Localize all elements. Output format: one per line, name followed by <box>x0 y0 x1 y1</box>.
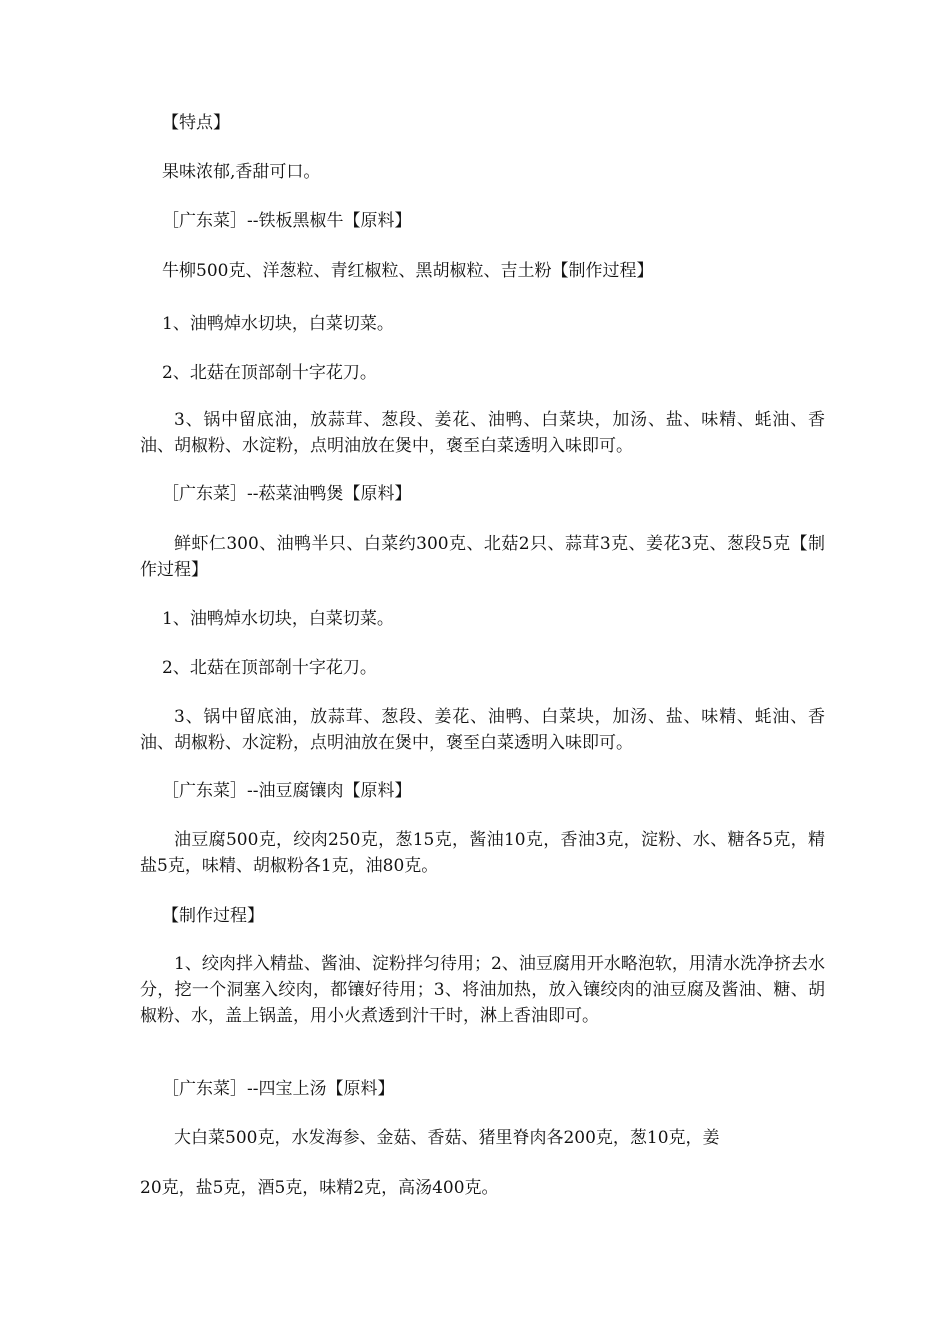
step-2-a: 2、北菇在顶部剞十字花刀。 <box>162 363 377 383</box>
section-heading-features: 【特点】 <box>162 113 230 133</box>
step-3-b: 3、锅中留底油，放蒜茸、葱段、姜花、油鸭、白菜块，加汤、盐、味精、蚝油、香油、胡椒粉、水淀粉，点明油放在煲中，褒至白菜透明入味即可。 <box>140 707 825 753</box>
recipe-title-tofu-pork: ［广东菜］--油豆腐镶肉【原料】 <box>162 781 412 801</box>
ingredients-soup-line-2: 20克，盐5克，酒5克，味精2克，高汤400克。 <box>140 1178 499 1198</box>
recipe-title-iron-plate-beef: ［广东菜］--铁板黑椒牛【原料】 <box>162 211 412 231</box>
recipe-title-duck-pot: ［广东菜］--菘菜油鸭煲【原料】 <box>162 484 412 504</box>
recipe-title-four-treasure-soup: ［广东菜］--四宝上汤【原料】 <box>162 1079 395 1099</box>
ingredients-soup-line-1: 大白菜500克，水发海参、金菇、香菇、猪里脊肉各200克，葱10克，姜 <box>174 1128 720 1148</box>
step-1-b: 1、油鸭焯水切块，白菜切菜。 <box>162 609 394 629</box>
process-tofu-pork: 1、绞肉拌入精盐、酱油、淀粉拌匀待用；2、油豆腐用开水略泡软，用清水洗净挤去水分，挖一个洞塞入绞肉，都镶好待用；3、将油加热，放入镶绞肉的油豆腐及酱油、糖、胡椒粉、水，盖上锅盖，用小火煮透到汁干时，淋上香油即可。 <box>140 954 825 1026</box>
ingredients-tofu-pork: 油豆腐500克，绞肉250克，葱15克，酱油10克，香油3克，淀粉、水、糖各5克，精盐5克，味精、胡椒粉各1克，油80克。 <box>140 830 825 876</box>
features-text: 果味浓郁,香甜可口。 <box>162 162 321 182</box>
ingredients-duck-pot: 鲜虾仁300、油鸭半只、白菜约300克、北菇2只、蒜茸3克、姜花3克、葱段5克【制作过程】 <box>140 534 825 580</box>
process-heading: 【制作过程】 <box>162 906 264 926</box>
step-3-a: 3、锅中留底油，放蒜茸、葱段、姜花、油鸭、白菜块，加汤、盐、味精、蚝油、香油、胡椒粉、水淀粉，点明油放在煲中，褒至白菜透明入味即可。 <box>140 410 825 456</box>
step-2-b: 2、北菇在顶部剞十字花刀。 <box>162 658 377 678</box>
step-1-a: 1、油鸭焯水切块，白菜切菜。 <box>162 314 394 334</box>
ingredients-iron-plate-beef: 牛柳500克、洋葱粒、青红椒粒、黑胡椒粒、吉土粉【制作过程】 <box>162 261 654 281</box>
